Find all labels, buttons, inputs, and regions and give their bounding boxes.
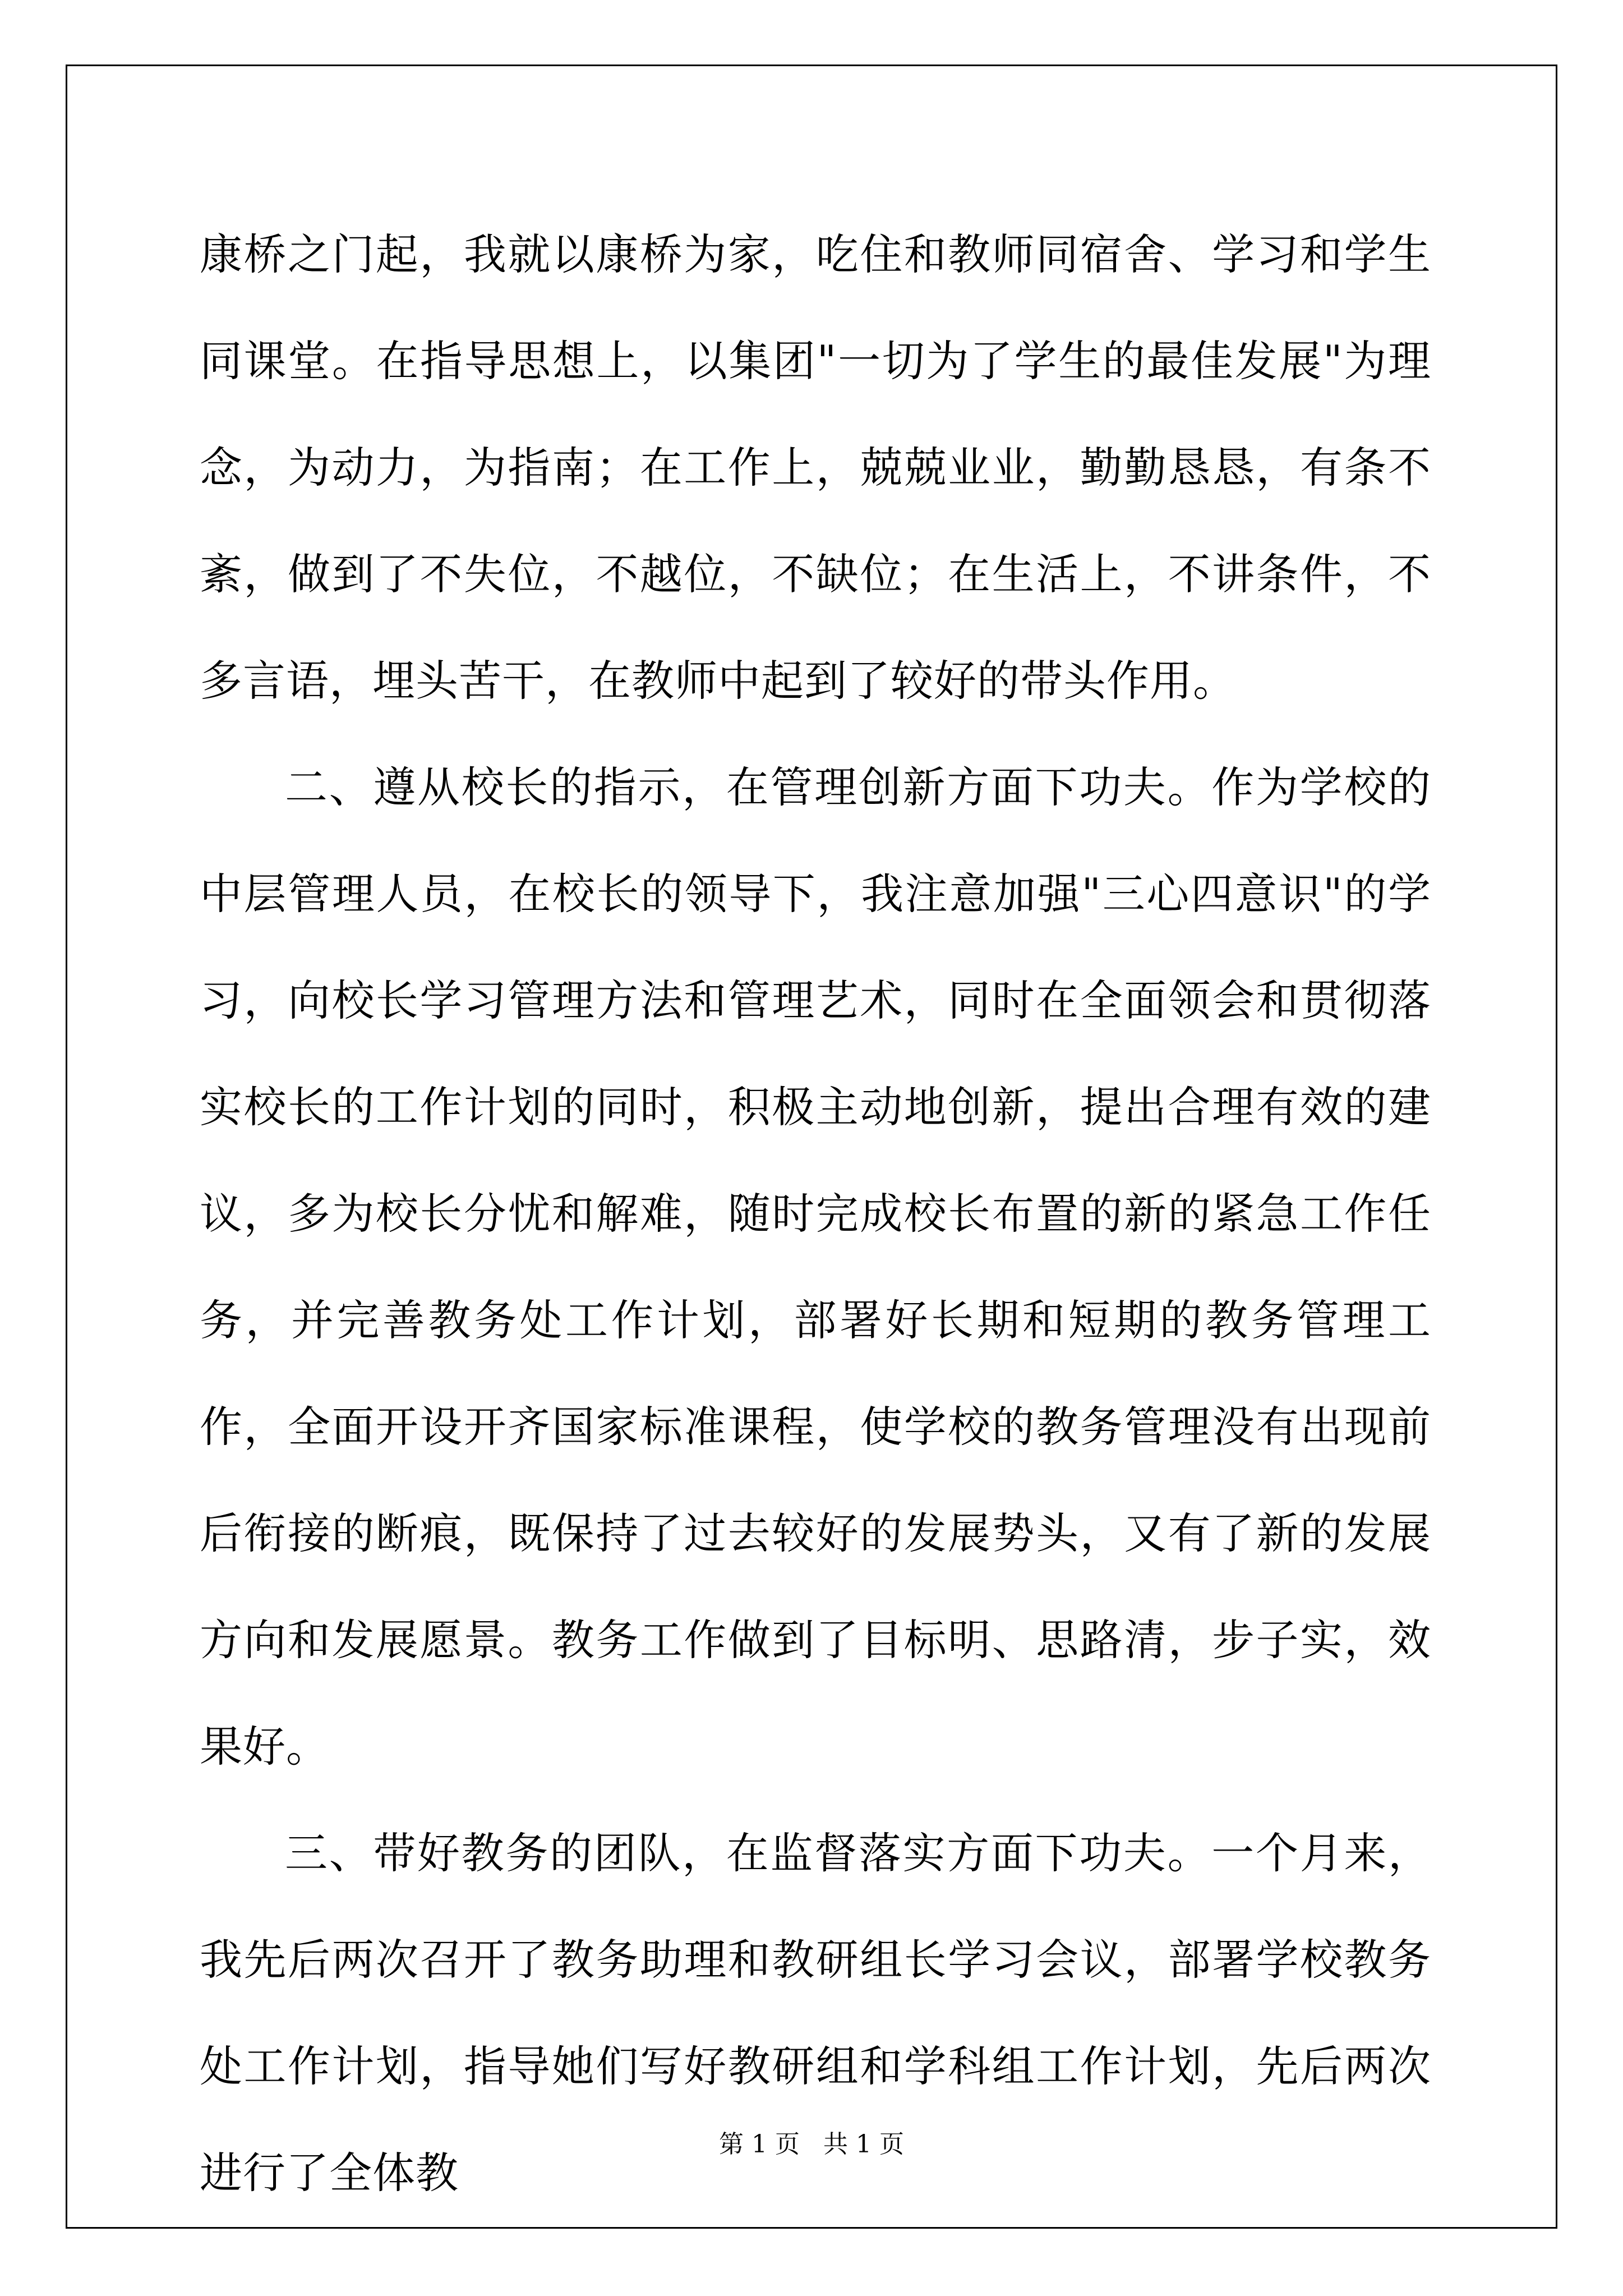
page-number-footer: 第 1 页 共 1 页 (719, 2130, 904, 2159)
paragraph-3: 三、带好教务的团队，在监督落实方面下功夫。一个月来，我先后两次召开了教务助理和教研组长学习会议，部署学校教务处工作计划，指导她们写好教研组和学科组工作计划，先后两次进行了全体教 (200, 1828, 1431, 2198)
paragraph-1: 康桥之门起，我就以康桥为家，吃住和教师同宿舍、学习和学生同课堂。在指导思想上，以集团"一切为了学生的最佳发展"为理念，为动力，为指南；在工作上，兢兢业业，勤勤恳恳，有条不紊，做到了不失位，不越位，不缺位；在生活上，不讲条件，不多言语，埋头苦干，在教师中起到了较好的带头作用。 (200, 229, 1431, 706)
paragraph-2: 二、遵从校长的指示，在管理创新方面下功夫。作为学校的中层管理人员，在校长的领导下，我注意加强"三心四意识"的学习，向校长学习管理方法和管理艺术，同时在全面领会和贯彻落实校长的工作计划的同时，积极主动地创新，提出合理有效的建议，多为校长分忧和解难，随时完成校长布置的新的紧急工作任务，并完善教务处工作计划，部署好长期和短期的教务管理工作，全面开设开齐国家标准课程，使学校的教务管理没有出现前后衔接的断痕，既保持了过去较好的发展势头，又有了新的发展方向和发展愿景。教务工作做到了目标明、思路清，步子实，效果好。 (200, 762, 1431, 1772)
document-body (200, 201, 1431, 2226)
